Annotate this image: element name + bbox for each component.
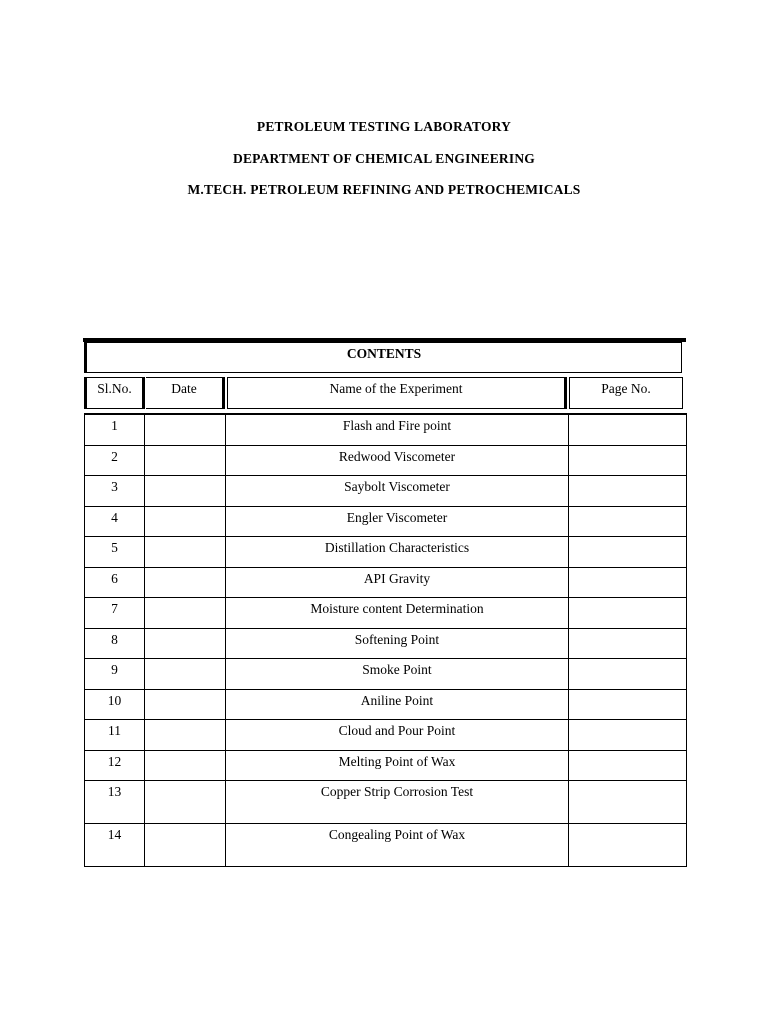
cell-page-no — [569, 628, 687, 659]
cell-date — [145, 567, 226, 598]
cell-experiment-name: Congealing Point of Wax — [226, 824, 569, 867]
cell-experiment-name: Flash and Fire point — [226, 414, 569, 445]
cell-page-no — [569, 414, 687, 445]
cell-experiment-name: Distillation Characteristics — [226, 537, 569, 568]
table-row — [85, 824, 687, 867]
cell-slno: 2 — [85, 445, 145, 476]
cell-slno: 1 — [85, 414, 145, 445]
cell-date — [145, 659, 226, 690]
cell-date — [145, 506, 226, 537]
table-row — [85, 445, 687, 476]
cell-page-no — [569, 824, 687, 867]
cell-slno: 4 — [85, 506, 145, 537]
lab-title: PETROLEUM TESTING LABORATORY — [256, 119, 512, 134]
cell-date — [145, 689, 226, 720]
cell-slno: 11 — [85, 720, 145, 751]
cell-slno: 7 — [85, 598, 145, 629]
contents-title: CONTENTS — [84, 342, 682, 373]
program-title: M.TECH. PETROLEUM REFINING AND PETROCHEMICALS — [187, 182, 581, 197]
cell-experiment-name: Moisture content Determination — [226, 598, 569, 629]
table-row — [85, 689, 687, 720]
cell-experiment-name: Engler Viscometer — [226, 506, 569, 537]
cell-slno: 9 — [85, 659, 145, 690]
cell-page-no — [569, 537, 687, 568]
cell-page-no — [569, 720, 687, 751]
cell-slno: 6 — [85, 567, 145, 598]
cell-date — [145, 445, 226, 476]
cell-experiment-name: Melting Point of Wax — [226, 750, 569, 781]
table-row — [85, 476, 687, 507]
cell-experiment-name: Smoke Point — [226, 659, 569, 690]
cell-page-no — [569, 506, 687, 537]
cell-slno: 3 — [85, 476, 145, 507]
table-row — [85, 750, 687, 781]
cell-experiment-name: Softening Point — [226, 628, 569, 659]
column-header-experiment-name: Name of the Experiment — [227, 377, 567, 409]
column-header-slno: Sl.No. — [84, 377, 145, 409]
contents-table — [84, 413, 687, 867]
cell-date — [145, 537, 226, 568]
cell-date — [145, 628, 226, 659]
cell-slno: 12 — [85, 750, 145, 781]
table-row — [85, 414, 687, 445]
table-row — [85, 781, 687, 824]
column-header-page-no: Page No. — [569, 377, 683, 409]
cell-experiment-name: Saybolt Viscometer — [226, 476, 569, 507]
cell-date — [145, 476, 226, 507]
cell-page-no — [569, 689, 687, 720]
cell-page-no — [569, 445, 687, 476]
cell-date — [145, 598, 226, 629]
table-row — [85, 506, 687, 537]
cell-date — [145, 824, 226, 867]
cell-slno: 14 — [85, 824, 145, 867]
table-row — [85, 598, 687, 629]
cell-experiment-name: Copper Strip Corrosion Test — [226, 781, 569, 824]
table-row — [85, 659, 687, 690]
cell-page-no — [569, 659, 687, 690]
cell-page-no — [569, 750, 687, 781]
column-header-date: Date — [146, 377, 225, 409]
table-row — [85, 537, 687, 568]
table-row — [85, 567, 687, 598]
cell-slno: 10 — [85, 689, 145, 720]
cell-slno: 8 — [85, 628, 145, 659]
cell-date — [145, 781, 226, 824]
cell-page-no — [569, 598, 687, 629]
cell-experiment-name: Aniline Point — [226, 689, 569, 720]
table-row — [85, 720, 687, 751]
cell-slno: 13 — [85, 781, 145, 824]
cell-date — [145, 414, 226, 445]
cell-experiment-name: API Gravity — [226, 567, 569, 598]
cell-date — [145, 720, 226, 751]
cell-experiment-name: Cloud and Pour Point — [226, 720, 569, 751]
cell-page-no — [569, 567, 687, 598]
department-title: DEPARTMENT OF CHEMICAL ENGINEERING — [233, 151, 535, 166]
cell-experiment-name: Redwood Viscometer — [226, 445, 569, 476]
cell-page-no — [569, 781, 687, 824]
cell-slno: 5 — [85, 537, 145, 568]
cell-page-no — [569, 476, 687, 507]
cell-date — [145, 750, 226, 781]
table-row — [85, 628, 687, 659]
